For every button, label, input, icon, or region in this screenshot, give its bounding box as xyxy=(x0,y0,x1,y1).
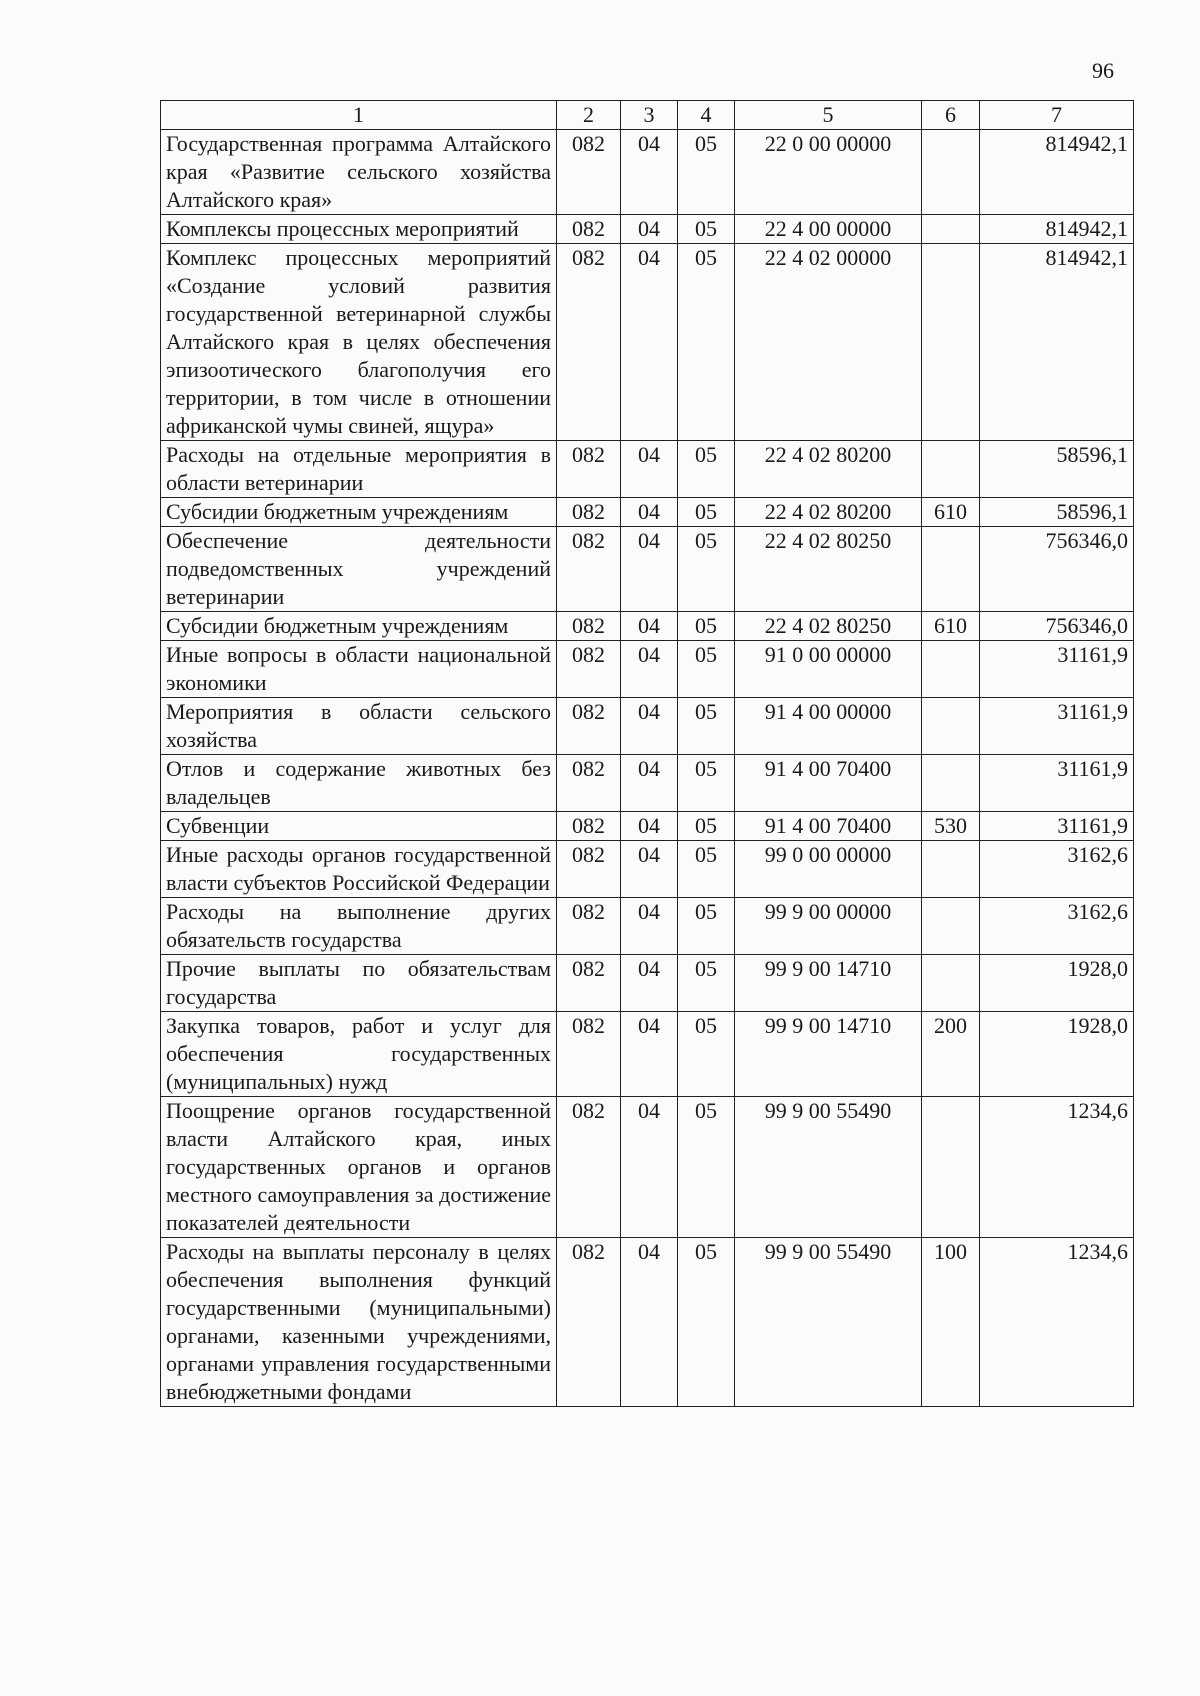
expense-type-code xyxy=(922,244,980,441)
table-row xyxy=(161,1012,1134,1097)
target-article-code: 22 4 02 80250 xyxy=(735,612,922,641)
table-row xyxy=(161,898,1134,955)
subsection-code: 05 xyxy=(678,441,735,498)
amount: 756346,0 xyxy=(980,612,1134,641)
ministry-code: 082 xyxy=(557,1238,621,1407)
section-code: 04 xyxy=(621,612,678,641)
target-article-code: 99 9 00 55490 xyxy=(735,1097,922,1238)
expense-name: Иные вопросы в области национальной экономики xyxy=(161,641,557,698)
table-row xyxy=(161,755,1134,812)
target-article-code: 22 4 02 80200 xyxy=(735,441,922,498)
table-row xyxy=(161,244,1134,441)
subsection-code: 05 xyxy=(678,955,735,1012)
subsection-code: 05 xyxy=(678,641,735,698)
expense-name: Субвенции xyxy=(161,812,557,841)
section-code: 04 xyxy=(621,812,678,841)
ministry-code: 082 xyxy=(557,215,621,244)
target-article-code: 22 4 02 80200 xyxy=(735,498,922,527)
table-row xyxy=(161,1238,1134,1407)
column-header: 7 xyxy=(980,101,1134,130)
expense-type-code: 610 xyxy=(922,498,980,527)
table-row xyxy=(161,698,1134,755)
subsection-code: 05 xyxy=(678,698,735,755)
target-article-code: 22 4 02 80250 xyxy=(735,527,922,612)
column-header: 1 xyxy=(161,101,557,130)
amount: 1234,6 xyxy=(980,1097,1134,1238)
target-article-code: 99 9 00 14710 xyxy=(735,1012,922,1097)
ministry-code: 082 xyxy=(557,130,621,215)
expense-name: Расходы на выплаты персоналу в целях обеспечения выполнения функций государственными (муниципальными) органами, казенными учреждениями, органами управления государственными внебюджетными фондами xyxy=(161,1238,557,1407)
table-row xyxy=(161,498,1134,527)
table-row xyxy=(161,641,1134,698)
table-row xyxy=(161,612,1134,641)
expense-name: Прочие выплаты по обязательствам государства xyxy=(161,955,557,1012)
expense-name: Мероприятия в области сельского хозяйства xyxy=(161,698,557,755)
subsection-code: 05 xyxy=(678,130,735,215)
section-code: 04 xyxy=(621,641,678,698)
amount: 3162,6 xyxy=(980,898,1134,955)
target-article-code: 99 0 00 00000 xyxy=(735,841,922,898)
expense-type-code xyxy=(922,527,980,612)
expense-name: Закупка товаров, работ и услуг для обеспечения государственных (муниципальных) нужд xyxy=(161,1012,557,1097)
expense-name: Расходы на выполнение других обязательств государства xyxy=(161,898,557,955)
expense-name: Расходы на отдельные мероприятия в области ветеринарии xyxy=(161,441,557,498)
target-article-code: 91 4 00 00000 xyxy=(735,698,922,755)
subsection-code: 05 xyxy=(678,1097,735,1238)
target-article-code: 22 4 02 00000 xyxy=(735,244,922,441)
subsection-code: 05 xyxy=(678,498,735,527)
column-header: 6 xyxy=(922,101,980,130)
section-code: 04 xyxy=(621,698,678,755)
amount: 814942,1 xyxy=(980,215,1134,244)
amount: 3162,6 xyxy=(980,841,1134,898)
ministry-code: 082 xyxy=(557,441,621,498)
table-row xyxy=(161,215,1134,244)
expense-type-code xyxy=(922,955,980,1012)
expense-name: Субсидии бюджетным учреждениям xyxy=(161,498,557,527)
target-article-code: 99 9 00 00000 xyxy=(735,898,922,955)
expense-name: Отлов и содержание животных без владельцев xyxy=(161,755,557,812)
subsection-code: 05 xyxy=(678,215,735,244)
ministry-code: 082 xyxy=(557,898,621,955)
expense-type-code: 200 xyxy=(922,1012,980,1097)
ministry-code: 082 xyxy=(557,698,621,755)
section-code: 04 xyxy=(621,215,678,244)
table-row xyxy=(161,955,1134,1012)
expense-name: Комплекс процессных мероприятий «Создание условий развития государственной ветеринарной службы Алтайского края в целях обеспечения эпизоотического благополучия его территории, в том числе в отношении африканской чумы свиней, ящура» xyxy=(161,244,557,441)
amount: 58596,1 xyxy=(980,498,1134,527)
target-article-code: 99 9 00 55490 xyxy=(735,1238,922,1407)
expense-type-code xyxy=(922,841,980,898)
expense-name: Государственная программа Алтайского края «Развитие сельского хозяйства Алтайского края» xyxy=(161,130,557,215)
amount: 1928,0 xyxy=(980,955,1134,1012)
section-code: 04 xyxy=(621,244,678,441)
subsection-code: 05 xyxy=(678,898,735,955)
ministry-code: 082 xyxy=(557,955,621,1012)
ministry-code: 082 xyxy=(557,498,621,527)
ministry-code: 082 xyxy=(557,841,621,898)
expense-type-code xyxy=(922,1097,980,1238)
subsection-code: 05 xyxy=(678,1238,735,1407)
column-header: 3 xyxy=(621,101,678,130)
amount: 31161,9 xyxy=(980,755,1134,812)
target-article-code: 22 0 00 00000 xyxy=(735,130,922,215)
column-header: 5 xyxy=(735,101,922,130)
subsection-code: 05 xyxy=(678,612,735,641)
ministry-code: 082 xyxy=(557,755,621,812)
amount: 31161,9 xyxy=(980,812,1134,841)
expense-type-code: 610 xyxy=(922,612,980,641)
amount: 1928,0 xyxy=(980,1012,1134,1097)
expense-name: Комплексы процессных мероприятий xyxy=(161,215,557,244)
section-code: 04 xyxy=(621,441,678,498)
section-code: 04 xyxy=(621,755,678,812)
target-article-code: 22 4 00 00000 xyxy=(735,215,922,244)
section-code: 04 xyxy=(621,130,678,215)
section-code: 04 xyxy=(621,1097,678,1238)
amount: 1234,6 xyxy=(980,1238,1134,1407)
ministry-code: 082 xyxy=(557,244,621,441)
amount: 814942,1 xyxy=(980,130,1134,215)
subsection-code: 05 xyxy=(678,527,735,612)
ministry-code: 082 xyxy=(557,1012,621,1097)
section-code: 04 xyxy=(621,955,678,1012)
expense-type-code xyxy=(922,698,980,755)
expense-type-code: 100 xyxy=(922,1238,980,1407)
amount: 58596,1 xyxy=(980,441,1134,498)
section-code: 04 xyxy=(621,841,678,898)
ministry-code: 082 xyxy=(557,641,621,698)
subsection-code: 05 xyxy=(678,244,735,441)
budget-table xyxy=(160,100,1134,1407)
target-article-code: 91 0 00 00000 xyxy=(735,641,922,698)
table-row xyxy=(161,527,1134,612)
subsection-code: 05 xyxy=(678,755,735,812)
expense-name: Обеспечение деятельности подведомственных учреждений ветеринарии xyxy=(161,527,557,612)
expense-name: Субсидии бюджетным учреждениям xyxy=(161,612,557,641)
ministry-code: 082 xyxy=(557,812,621,841)
table-row xyxy=(161,841,1134,898)
ministry-code: 082 xyxy=(557,527,621,612)
expense-type-code xyxy=(922,641,980,698)
column-header: 4 xyxy=(678,101,735,130)
expense-type-code xyxy=(922,441,980,498)
amount: 756346,0 xyxy=(980,527,1134,612)
table-row xyxy=(161,441,1134,498)
subsection-code: 05 xyxy=(678,1012,735,1097)
expense-type-code xyxy=(922,215,980,244)
target-article-code: 91 4 00 70400 xyxy=(735,812,922,841)
section-code: 04 xyxy=(621,898,678,955)
expense-name: Поощрение органов государственной власти Алтайского края, иных государственных органов и органов местного самоуправления за достижение показателей деятельности xyxy=(161,1097,557,1238)
subsection-code: 05 xyxy=(678,841,735,898)
amount: 814942,1 xyxy=(980,244,1134,441)
expense-type-code: 530 xyxy=(922,812,980,841)
amount: 31161,9 xyxy=(980,698,1134,755)
section-code: 04 xyxy=(621,1238,678,1407)
section-code: 04 xyxy=(621,527,678,612)
table-row xyxy=(161,1097,1134,1238)
section-code: 04 xyxy=(621,498,678,527)
expense-type-code xyxy=(922,130,980,215)
subsection-code: 05 xyxy=(678,812,735,841)
table-row xyxy=(161,812,1134,841)
expense-name: Иные расходы органов государственной власти субъектов Российской Федерации xyxy=(161,841,557,898)
header-row xyxy=(161,101,1134,130)
section-code: 04 xyxy=(621,1012,678,1097)
target-article-code: 91 4 00 70400 xyxy=(735,755,922,812)
ministry-code: 082 xyxy=(557,612,621,641)
column-header: 2 xyxy=(557,101,621,130)
ministry-code: 082 xyxy=(557,1097,621,1238)
target-article-code: 99 9 00 14710 xyxy=(735,955,922,1012)
amount: 31161,9 xyxy=(980,641,1134,698)
expense-type-code xyxy=(922,898,980,955)
table-row xyxy=(161,130,1134,215)
page-number: 96 xyxy=(1092,58,1114,83)
expense-type-code xyxy=(922,755,980,812)
